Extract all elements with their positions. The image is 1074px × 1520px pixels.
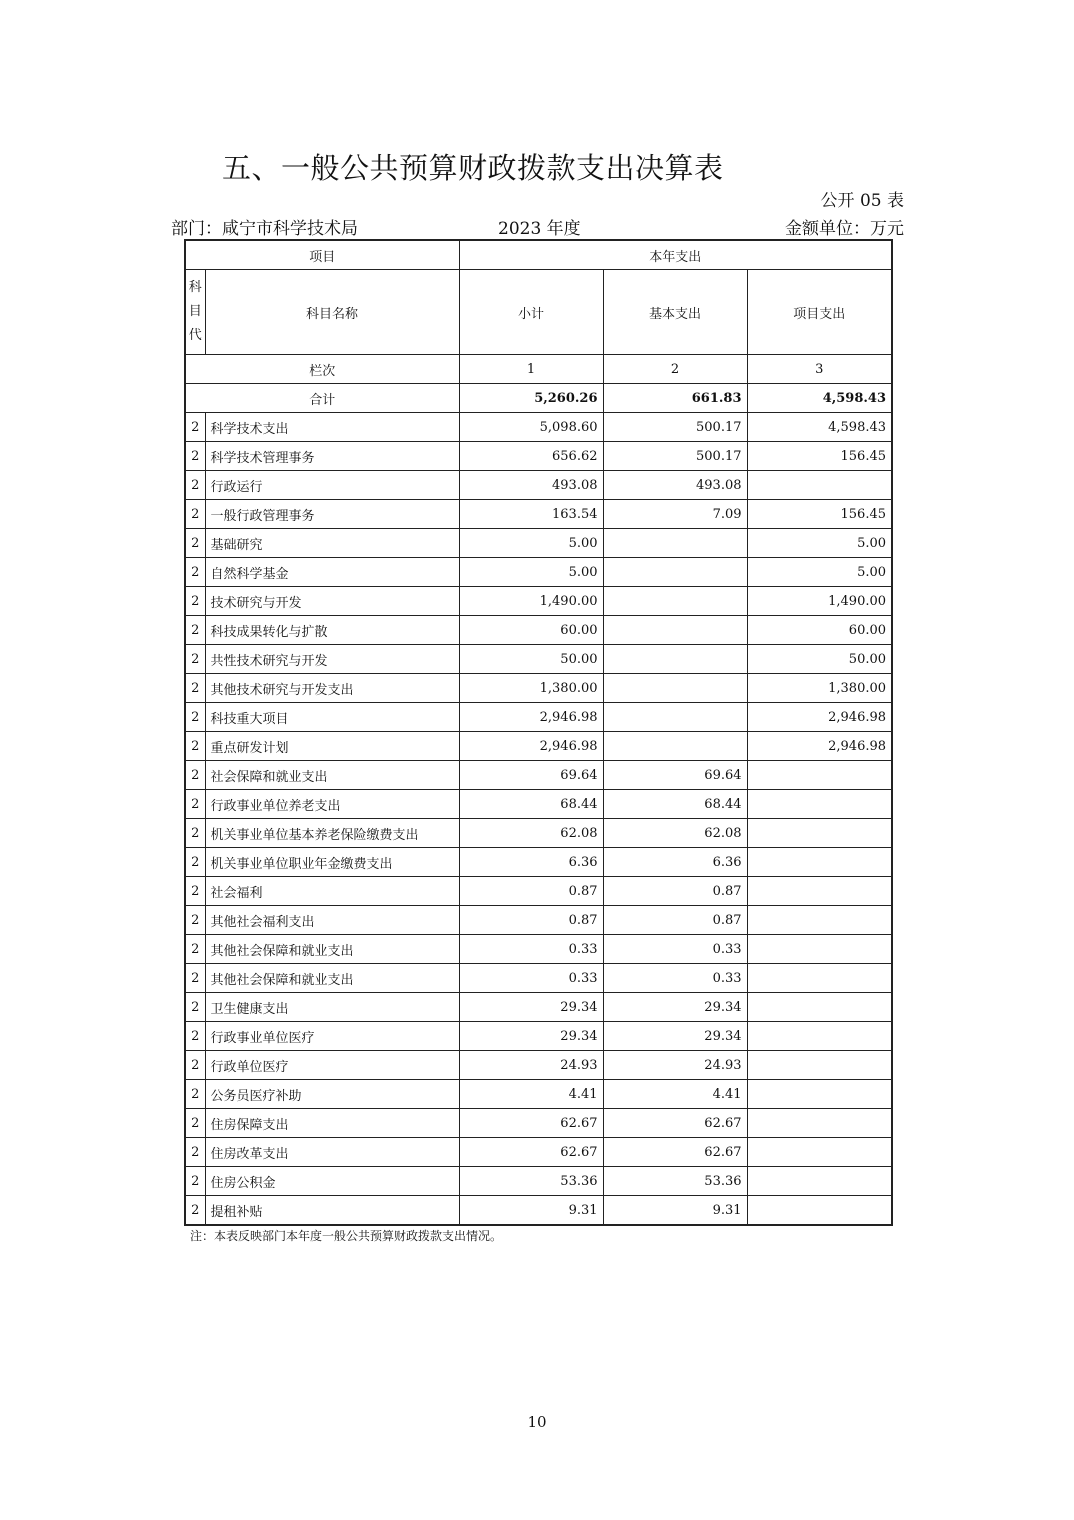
row-subtotal: 2,946.98 — [459, 703, 603, 732]
table-row — [185, 935, 892, 964]
row-basic: 7.09 — [603, 500, 747, 529]
row-project — [747, 1109, 892, 1138]
row-code: 2 — [185, 413, 205, 442]
fiscal-year: 2023 年度 — [498, 219, 581, 239]
total-basic: 661.83 — [603, 384, 747, 413]
row-basic: 9.31 — [603, 1196, 747, 1226]
table-note: 注：本表反映部门本年度一般公共预算财政拨款支出情况。 — [190, 1229, 503, 1243]
row-subtotal: 0.87 — [459, 877, 603, 906]
row-subtotal: 493.08 — [459, 471, 603, 500]
row-basic: 0.87 — [603, 877, 747, 906]
row-name: 行政单位医疗 — [205, 1051, 459, 1080]
row-basic: 29.34 — [603, 993, 747, 1022]
header-code-char: 目 — [188, 304, 202, 319]
row-code: 2 — [185, 500, 205, 529]
row-code: 2 — [185, 877, 205, 906]
row-project — [747, 471, 892, 500]
row-project — [747, 1196, 892, 1226]
expenditure-table — [184, 239, 893, 1226]
row-subtotal: 2,946.98 — [459, 732, 603, 761]
row-basic — [603, 703, 747, 732]
row-project — [747, 1080, 892, 1109]
row-project — [747, 1138, 892, 1167]
header-current-year: 本年支出 — [459, 240, 892, 270]
row-subtotal: 6.36 — [459, 848, 603, 877]
row-subtotal: 69.64 — [459, 761, 603, 790]
row-name: 科学技术支出 — [205, 413, 459, 442]
row-basic: 0.33 — [603, 935, 747, 964]
row-project — [747, 761, 892, 790]
row-name: 其他社会保障和就业支出 — [205, 935, 459, 964]
row-project — [747, 848, 892, 877]
table-row — [185, 1196, 892, 1226]
table-row — [185, 645, 892, 674]
row-basic: 6.36 — [603, 848, 747, 877]
table-row — [185, 674, 892, 703]
row-code: 2 — [185, 1138, 205, 1167]
row-basic: 24.93 — [603, 1051, 747, 1080]
row-code: 2 — [185, 587, 205, 616]
table-row — [185, 703, 892, 732]
row-subtotal: 53.36 — [459, 1167, 603, 1196]
row-project: 60.00 — [747, 616, 892, 645]
row-code: 2 — [185, 616, 205, 645]
header-row-2 — [185, 270, 892, 355]
row-subtotal: 62.08 — [459, 819, 603, 848]
row-project — [747, 1051, 892, 1080]
row-project — [747, 790, 892, 819]
row-subtotal: 4.41 — [459, 1080, 603, 1109]
row-code: 2 — [185, 471, 205, 500]
row-project — [747, 819, 892, 848]
amount-unit: 金额单位：万元 — [785, 219, 904, 239]
row-code: 2 — [185, 529, 205, 558]
row-name: 机关事业单位职业年金缴费支出 — [205, 848, 459, 877]
row-basic — [603, 587, 747, 616]
table-row — [185, 558, 892, 587]
row-code: 2 — [185, 993, 205, 1022]
header-item: 项目 — [185, 240, 459, 270]
row-basic: 62.67 — [603, 1138, 747, 1167]
row-name: 科技成果转化与扩散 — [205, 616, 459, 645]
row-project: 4,598.43 — [747, 413, 892, 442]
row-basic: 53.36 — [603, 1167, 747, 1196]
row-name: 社会福利 — [205, 877, 459, 906]
table-row — [185, 1022, 892, 1051]
row-code: 2 — [185, 674, 205, 703]
row-project: 2,946.98 — [747, 703, 892, 732]
table-row — [185, 790, 892, 819]
row-name: 行政事业单位医疗 — [205, 1022, 459, 1051]
row-basic: 493.08 — [603, 471, 747, 500]
row-name: 机关事业单位基本养老保险缴费支出 — [205, 819, 459, 848]
row-code: 2 — [185, 1080, 205, 1109]
row-code: 2 — [185, 558, 205, 587]
row-basic: 500.17 — [603, 442, 747, 471]
row-project — [747, 935, 892, 964]
table-row — [185, 819, 892, 848]
row-name: 其他社会福利支出 — [205, 906, 459, 935]
row-name: 共性技术研究与开发 — [205, 645, 459, 674]
row-project — [747, 964, 892, 993]
row-name: 行政运行 — [205, 471, 459, 500]
row-project: 1,380.00 — [747, 674, 892, 703]
row-basic: 29.34 — [603, 1022, 747, 1051]
header-code — [185, 270, 205, 355]
table-row — [185, 993, 892, 1022]
row-subtotal: 62.67 — [459, 1109, 603, 1138]
row-basic — [603, 732, 747, 761]
total-project: 4,598.43 — [747, 384, 892, 413]
row-project: 5.00 — [747, 529, 892, 558]
table-row — [185, 1138, 892, 1167]
column-index-2: 2 — [603, 355, 747, 384]
row-subtotal: 5,098.60 — [459, 413, 603, 442]
page-title: 五、一般公共预算财政拨款支出决算表 — [222, 151, 724, 185]
row-subtotal: 0.33 — [459, 935, 603, 964]
row-code: 2 — [185, 935, 205, 964]
row-project: 50.00 — [747, 645, 892, 674]
column-index-label: 栏次 — [185, 355, 459, 384]
row-code: 2 — [185, 1167, 205, 1196]
row-basic — [603, 616, 747, 645]
row-name: 技术研究与开发 — [205, 587, 459, 616]
row-name: 住房公积金 — [205, 1167, 459, 1196]
table-row — [185, 1109, 892, 1138]
row-subtotal: 656.62 — [459, 442, 603, 471]
row-name: 科学技术管理事务 — [205, 442, 459, 471]
header-subtotal: 小计 — [459, 270, 603, 355]
table-row — [185, 1080, 892, 1109]
row-code: 2 — [185, 703, 205, 732]
row-basic — [603, 558, 747, 587]
table-row — [185, 877, 892, 906]
row-basic: 500.17 — [603, 413, 747, 442]
row-subtotal: 24.93 — [459, 1051, 603, 1080]
row-subtotal: 9.31 — [459, 1196, 603, 1226]
total-label: 合计 — [185, 384, 459, 413]
row-subtotal: 29.34 — [459, 1022, 603, 1051]
row-project: 2,946.98 — [747, 732, 892, 761]
row-name: 行政事业单位养老支出 — [205, 790, 459, 819]
row-name: 住房改革支出 — [205, 1138, 459, 1167]
row-name: 社会保障和就业支出 — [205, 761, 459, 790]
row-basic: 4.41 — [603, 1080, 747, 1109]
row-code: 2 — [185, 964, 205, 993]
table-row — [185, 471, 892, 500]
table-row — [185, 587, 892, 616]
row-name: 提租补贴 — [205, 1196, 459, 1226]
row-name: 自然科学基金 — [205, 558, 459, 587]
row-code: 2 — [185, 761, 205, 790]
row-subtotal: 0.33 — [459, 964, 603, 993]
row-project: 5.00 — [747, 558, 892, 587]
table-row — [185, 442, 892, 471]
row-project — [747, 1167, 892, 1196]
table-row — [185, 964, 892, 993]
table-row — [185, 500, 892, 529]
column-index-1: 1 — [459, 355, 603, 384]
row-subtotal: 50.00 — [459, 645, 603, 674]
column-index-3: 3 — [747, 355, 892, 384]
row-code: 2 — [185, 906, 205, 935]
row-name: 住房保障支出 — [205, 1109, 459, 1138]
row-project — [747, 877, 892, 906]
row-project — [747, 906, 892, 935]
row-project: 156.45 — [747, 500, 892, 529]
row-name: 其他社会保障和就业支出 — [205, 964, 459, 993]
row-name: 重点研发计划 — [205, 732, 459, 761]
row-code: 2 — [185, 1051, 205, 1080]
header-code-char: 科 — [188, 280, 202, 295]
row-subtotal: 68.44 — [459, 790, 603, 819]
row-project — [747, 993, 892, 1022]
row-basic: 69.64 — [603, 761, 747, 790]
row-subtotal: 60.00 — [459, 616, 603, 645]
row-basic: 68.44 — [603, 790, 747, 819]
row-code: 2 — [185, 442, 205, 471]
table-row — [185, 848, 892, 877]
row-project — [747, 1022, 892, 1051]
meta-row — [171, 214, 904, 239]
form-number: 公开 05 表 — [820, 191, 904, 211]
row-subtotal: 29.34 — [459, 993, 603, 1022]
row-name: 基础研究 — [205, 529, 459, 558]
column-index-row — [185, 355, 892, 384]
row-name: 公务员医疗补助 — [205, 1080, 459, 1109]
row-basic: 0.33 — [603, 964, 747, 993]
row-basic — [603, 674, 747, 703]
table-row — [185, 529, 892, 558]
row-code: 2 — [185, 1196, 205, 1226]
row-subtotal: 62.67 — [459, 1138, 603, 1167]
row-code: 2 — [185, 819, 205, 848]
row-code: 2 — [185, 645, 205, 674]
row-subtotal: 1,490.00 — [459, 587, 603, 616]
row-name: 一般行政管理事务 — [205, 500, 459, 529]
row-basic: 62.67 — [603, 1109, 747, 1138]
row-code: 2 — [185, 732, 205, 761]
row-subtotal: 5.00 — [459, 558, 603, 587]
row-subtotal: 0.87 — [459, 906, 603, 935]
row-name: 科技重大项目 — [205, 703, 459, 732]
header-name: 科目名称 — [205, 270, 459, 355]
row-subtotal: 5.00 — [459, 529, 603, 558]
table-row — [185, 1051, 892, 1080]
page-number: 10 — [527, 1413, 547, 1431]
total-row — [185, 384, 892, 413]
table-row — [185, 616, 892, 645]
table-row — [185, 413, 892, 442]
header-project: 项目支出 — [747, 270, 892, 355]
row-basic — [603, 645, 747, 674]
table-row — [185, 732, 892, 761]
row-code: 2 — [185, 790, 205, 819]
row-basic: 0.87 — [603, 906, 747, 935]
header-basic: 基本支出 — [603, 270, 747, 355]
header-row-1 — [185, 240, 892, 270]
row-project: 156.45 — [747, 442, 892, 471]
row-name: 其他技术研究与开发支出 — [205, 674, 459, 703]
row-project: 1,490.00 — [747, 587, 892, 616]
table-row — [185, 906, 892, 935]
table-row — [185, 1167, 892, 1196]
row-code: 2 — [185, 1109, 205, 1138]
total-subtotal: 5,260.26 — [459, 384, 603, 413]
department-label: 部门：咸宁市科学技术局 — [171, 219, 358, 239]
row-subtotal: 163.54 — [459, 500, 603, 529]
table-row — [185, 761, 892, 790]
row-name: 卫生健康支出 — [205, 993, 459, 1022]
header-code-char: 代 — [188, 328, 202, 343]
row-code: 2 — [185, 848, 205, 877]
row-subtotal: 1,380.00 — [459, 674, 603, 703]
row-code: 2 — [185, 1022, 205, 1051]
row-basic: 62.08 — [603, 819, 747, 848]
row-basic — [603, 529, 747, 558]
